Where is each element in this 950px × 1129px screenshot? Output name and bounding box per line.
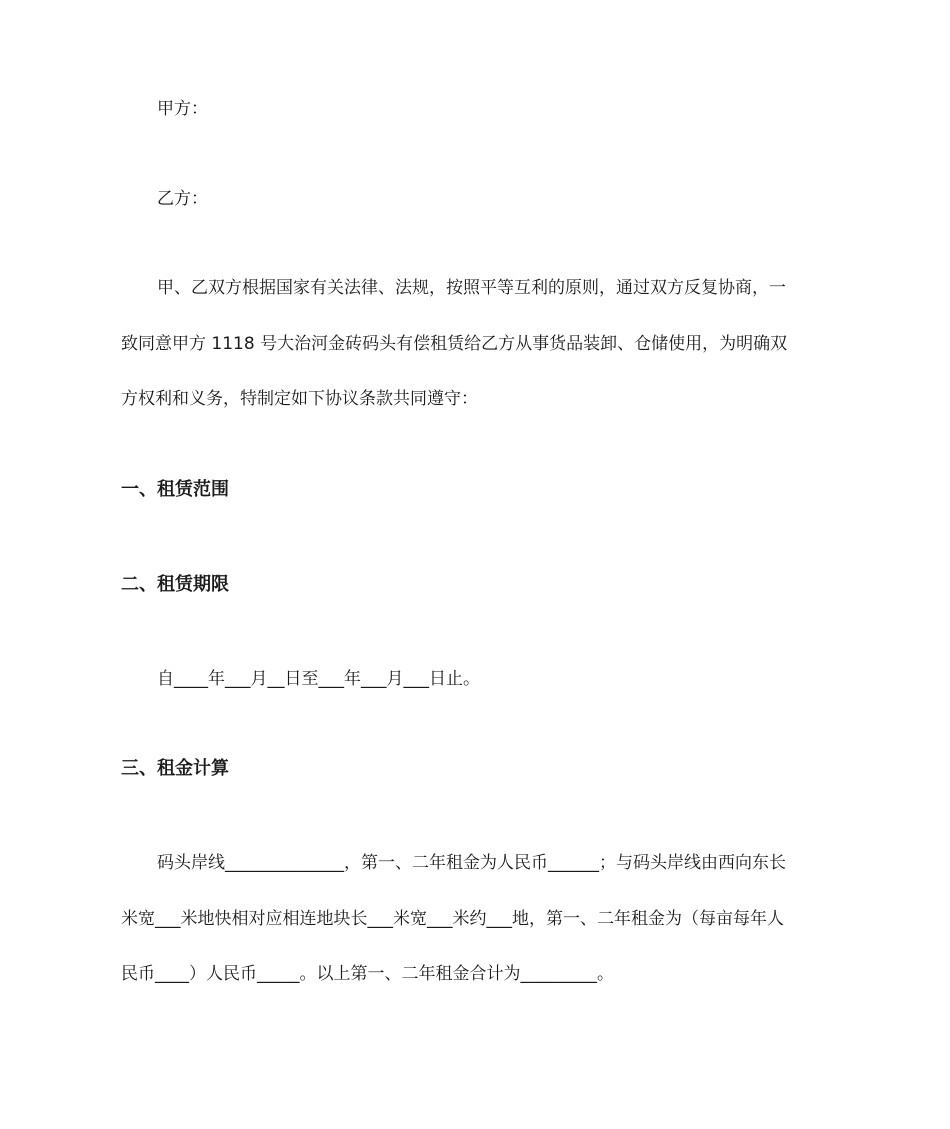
section-heading-term: 二、租赁期限 <box>121 574 229 595</box>
rent-paragraph-line-2: 米宽___米地快相对应相连地块长___米宽___米约___地，第一、二年租金为（每亩每年人 <box>121 909 784 929</box>
term-text: 自____年___月__日至___年___月___日止。 <box>157 669 480 689</box>
rent-paragraph-line-3: 民币____）人民币_____。以上第一、二年租金合计为_________。 <box>121 964 614 984</box>
section-heading-rent: 三、租金计算 <box>121 758 229 779</box>
intro-paragraph-line-1: 甲、乙双方根据国家有关法律、法规，按照平等互利的原则，通过双方反复协商，一 <box>157 278 786 298</box>
party-a-label: 甲方： <box>157 99 208 119</box>
party-b-label: 乙方： <box>157 189 208 209</box>
intro-paragraph-line-2: 致同意甲方 1118 号大治河金砖码头有偿租赁给乙方从事货品装卸、仓储使用，为明确双 <box>121 334 788 354</box>
section-heading-scope: 一、租赁范围 <box>121 479 229 500</box>
rent-paragraph-line-1: 码头岸线______________，第一、二年租金为人民币______；与码头岸线由西向东长 <box>157 853 786 873</box>
intro-paragraph-line-3: 方权利和义务，特制定如下协议条款共同遵守： <box>121 389 478 409</box>
